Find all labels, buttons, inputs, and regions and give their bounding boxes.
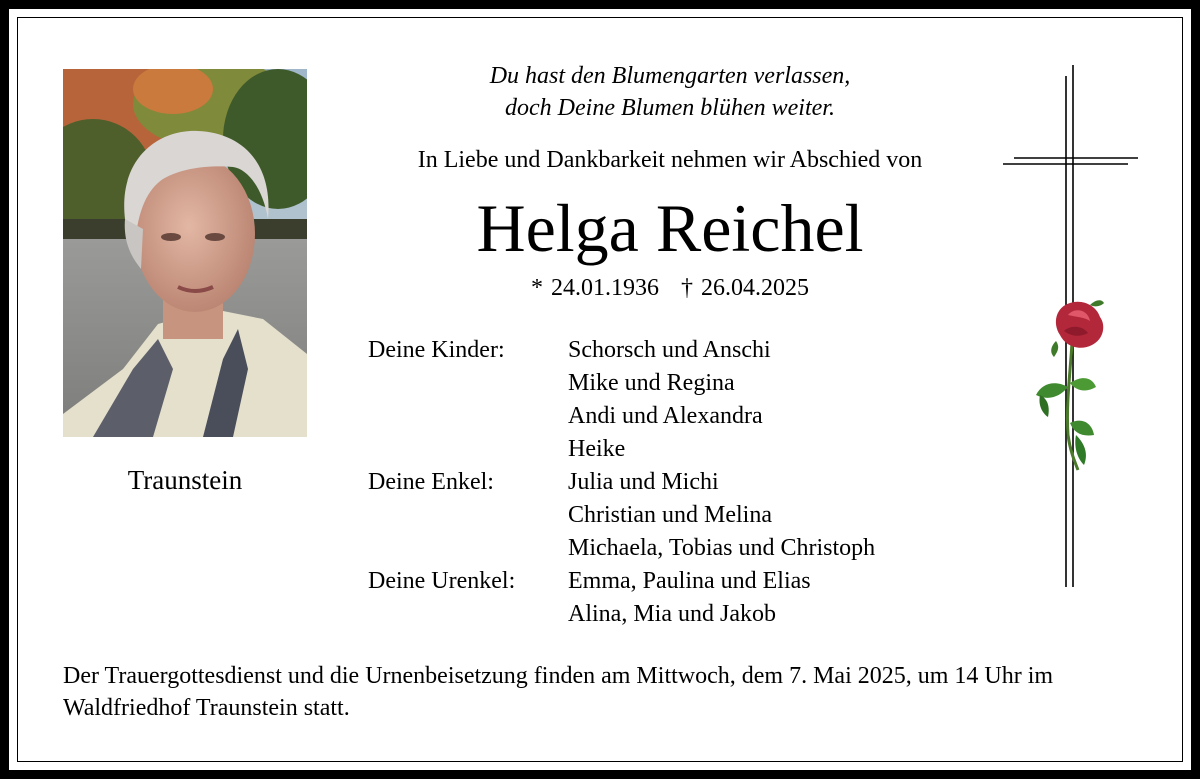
family-group-great-grandchildren (368, 565, 875, 631)
family-group-grandchildren (368, 466, 875, 565)
family-member: Schorsch und Anschi (568, 337, 771, 363)
bereaved-family-list (368, 334, 875, 631)
birth-date: * 24.01.1936 (531, 275, 659, 301)
family-group-names (568, 466, 875, 565)
family-member: Christian und Melina (568, 502, 772, 528)
family-member: Alina, Mia und Jakob (568, 601, 776, 627)
family-group-names (568, 565, 875, 631)
family-member: Emma, Paulina und Elias (568, 568, 811, 594)
portrait-photo (63, 69, 307, 437)
family-member: Heike (568, 436, 626, 462)
verse-line: Du hast den Blumengarten verlassen, (489, 63, 851, 89)
life-dates (370, 275, 970, 302)
service-announcement: Der Trauergottesdienst und die Urnenbeisetzung finden am Mittwoch, dem 7. Mai 2025, um 14 Uhr im Waldfriedhof Traunstein statt. (63, 663, 1054, 721)
family-member: Michaela, Tobias und Christoph (568, 535, 876, 561)
family-group-children (368, 334, 875, 466)
deceased-name: Helga Reichel (476, 190, 864, 266)
family-member: Mike und Regina (568, 370, 735, 396)
family-member: Julia und Michi (568, 469, 719, 495)
death-date: † 26.04.2025 (681, 275, 809, 301)
memorial-verse (370, 60, 970, 124)
rose-icon (1030, 295, 1112, 475)
verse-line: doch Deine Blumen blühen weiter. (505, 95, 835, 121)
family-group-label: Deine Urenkel: (368, 568, 516, 594)
family-group-names (568, 334, 875, 466)
farewell-intro: In Liebe und Dankbarkeit nehmen wir Abschied von (417, 147, 923, 173)
family-group-label: Deine Kinder: (368, 337, 505, 363)
family-member: Andi und Alexandra (568, 403, 763, 429)
place-of-residence: Traunstein (127, 465, 243, 495)
family-group-label: Deine Enkel: (368, 469, 494, 495)
